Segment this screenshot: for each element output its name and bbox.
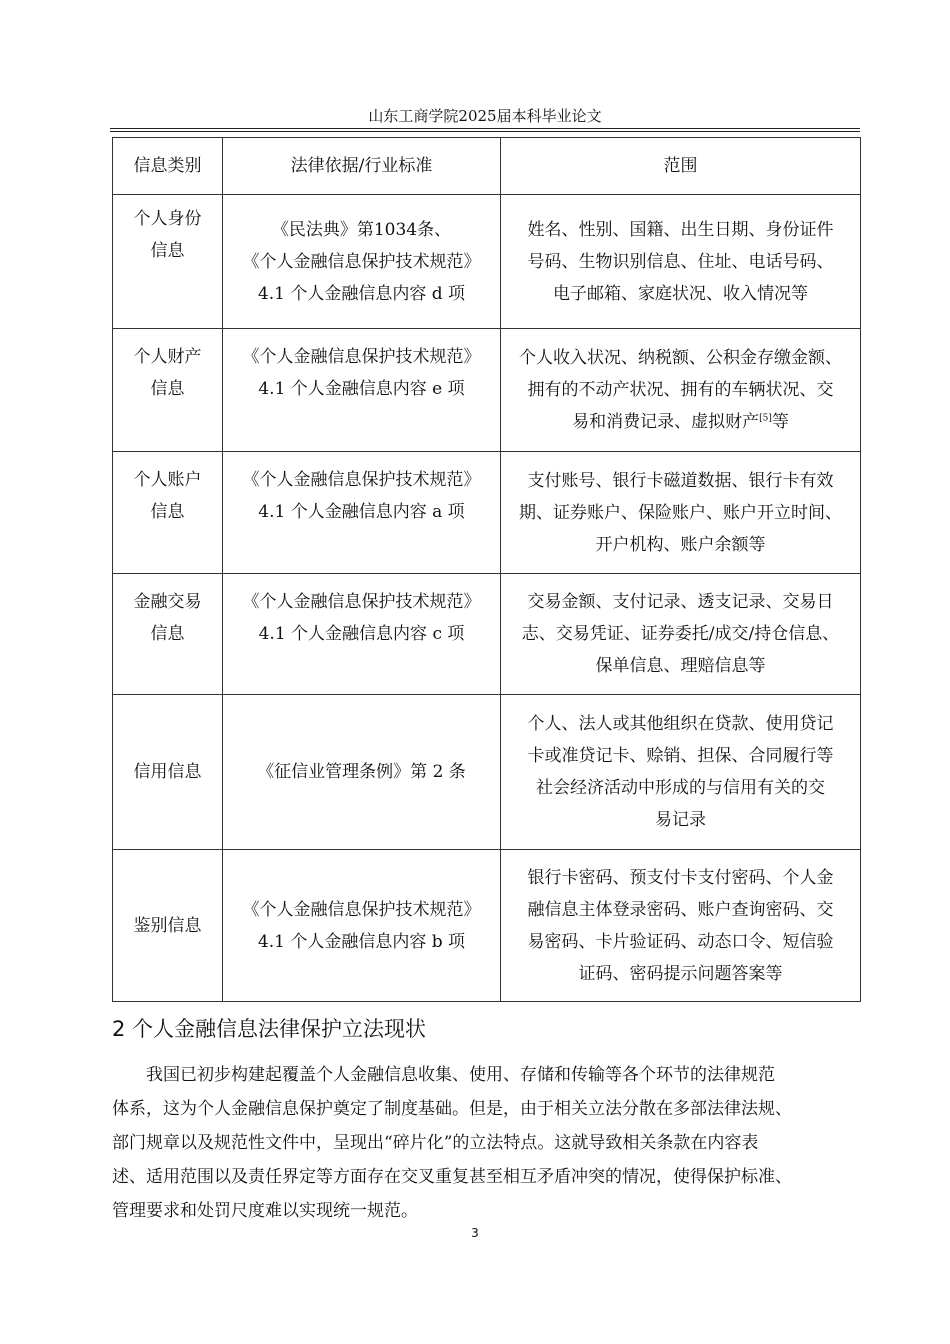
basis-cell (223, 574, 501, 695)
scope-cell (501, 452, 861, 574)
table-row (113, 195, 861, 329)
scope-line: 保单信息、理赔信息等 (595, 656, 766, 676)
scope-line: 易记录 (655, 810, 706, 830)
body-paragraph (112, 1058, 860, 1228)
paragraph-line: 部门规章以及规范性文件中，呈现出“碎片化”的立法特点。这就导致相关条款在内容表 (112, 1133, 759, 1153)
paragraph-line: 管理要求和处罚尺度难以实现统一规范。 (112, 1201, 418, 1221)
scope-line: 号码、生物识别信息、住址、电话号码、 (527, 251, 834, 272)
category-cell (113, 195, 223, 329)
basis-cell (223, 195, 501, 329)
header-category: 信息类别 (113, 138, 223, 195)
category-cell (113, 850, 223, 1002)
header-rule-second (110, 131, 860, 132)
scope-cell (501, 195, 861, 329)
scope-line-last (507, 406, 854, 438)
category-line: 个人财产 (133, 347, 202, 367)
scope-line: 个人收入状况、纳税额、公积金存缴金额、 (519, 348, 842, 368)
basis-line: 《征信业管理条例》第 2 条 (257, 762, 466, 782)
basis-line: 《个人金融信息保护技术规范》 (242, 899, 481, 920)
header-basis: 法律依据/行业标准 (223, 138, 501, 195)
basis-cell (223, 452, 501, 574)
basis-line: 《个人金融信息保护技术规范》 (242, 251, 481, 272)
basis-line: 4.1 个人金融信息内容 d 项 (257, 283, 466, 304)
category-line: 信息 (150, 502, 185, 522)
category-line: 个人身份 (133, 209, 202, 229)
basis-line: 4.1 个人金融信息内容 a 项 (258, 502, 465, 522)
basis-line: 《个人金融信息保护技术规范》 (242, 347, 481, 367)
table-row (113, 452, 861, 574)
table-row (113, 850, 861, 1002)
category-line: 信用信息 (133, 762, 202, 782)
category-line: 个人账户 (133, 470, 202, 490)
scope-line: 开户机构、账户余额等 (595, 534, 766, 555)
category-cell (113, 695, 223, 850)
scope-line: 个人、法人或其他组织在贷款、使用贷记 (527, 714, 834, 734)
basis-line: 《民法典》第1034条、 (271, 219, 452, 240)
category-line: 信息 (150, 624, 185, 644)
scope-line: 拥有的不动产状况、拥有的车辆状况、交 (527, 380, 834, 400)
scope-line: 证码、密码提示问题答案等 (578, 963, 783, 984)
scope-line: 易密码、卡片验证码、动态口令、短信验 (527, 931, 834, 952)
category-cell (113, 574, 223, 695)
paragraph-line: 体系，这为个人金融信息保护奠定了制度基础。但是，由于相关立法分散在多部法律法规、 (112, 1099, 792, 1119)
category-line: 鉴别信息 (133, 915, 202, 936)
header-scope: 范围 (501, 138, 861, 195)
section-heading: 2 个人金融信息法律保护立法现状 (112, 1017, 427, 1041)
scope-line: 姓名、性别、国籍、出生日期、身份证件 (527, 219, 834, 240)
scope-tail: 等 (771, 412, 789, 432)
scope-cell (501, 329, 861, 452)
personal-financial-info-table (112, 137, 861, 1002)
category-line: 金融交易 (133, 592, 202, 612)
paragraph-line: 我国已初步构建起覆盖个人金融信息收集、使用、存储和传输等各个环节的法律规范 (146, 1065, 775, 1085)
scope-line: 志、交易凭证、证券委托/成交/持仓信息、 (521, 624, 840, 644)
basis-line: 4.1 个人金融信息内容 e 项 (258, 379, 465, 399)
basis-line: 《个人金融信息保护技术规范》 (242, 470, 481, 490)
scope-cell (501, 850, 861, 1002)
scope-line: 社会经济活动中形成的与信用有关的交 (536, 778, 825, 798)
scope-line: 融信息主体登录密码、账户查询密码、交 (527, 899, 834, 920)
scope-cell (501, 574, 861, 695)
category-cell (113, 329, 223, 452)
citation-mark: [5] (759, 413, 772, 424)
table-row (113, 695, 861, 850)
basis-cell (223, 329, 501, 452)
scope-line: 期、证券账户、保险账户、账户开立时间、 (519, 502, 842, 523)
basis-line: 《个人金融信息保护技术规范》 (242, 592, 481, 612)
category-line: 信息 (150, 379, 185, 399)
table-header-row (113, 138, 861, 195)
basis-cell (223, 695, 501, 850)
scope-line: 卡或准贷记卡、赊销、担保、合同履行等 (527, 746, 834, 766)
table-row (113, 329, 861, 452)
page-number: 3 (471, 1226, 479, 1240)
category-line: 信息 (150, 241, 185, 261)
category-cell (113, 452, 223, 574)
paragraph-line: 述、适用范围以及责任界定等方面存在交叉重复甚至相互矛盾冲突的情况，使得保护标准、 (112, 1167, 792, 1187)
scope-text: 易和消费记录、虚拟财产 (572, 412, 760, 432)
scope-line: 银行卡密码、预支付卡支付密码、个人金 (527, 867, 834, 888)
basis-line: 4.1 个人金融信息内容 b 项 (257, 931, 466, 952)
scope-line: 支付账号、银行卡磁道数据、银行卡有效 (527, 470, 834, 491)
scope-line: 电子邮箱、家庭状况、收入情况等 (553, 283, 808, 304)
scope-cell (501, 695, 861, 850)
running-header: 山东工商学院2025届本科毕业论文 (368, 107, 602, 125)
table-row (113, 574, 861, 695)
scope-line: 交易金额、支付记录、透支记录、交易日 (527, 592, 834, 612)
header-rule (110, 128, 860, 129)
basis-cell (223, 850, 501, 1002)
basis-line: 4.1 个人金融信息内容 c 项 (258, 624, 465, 644)
